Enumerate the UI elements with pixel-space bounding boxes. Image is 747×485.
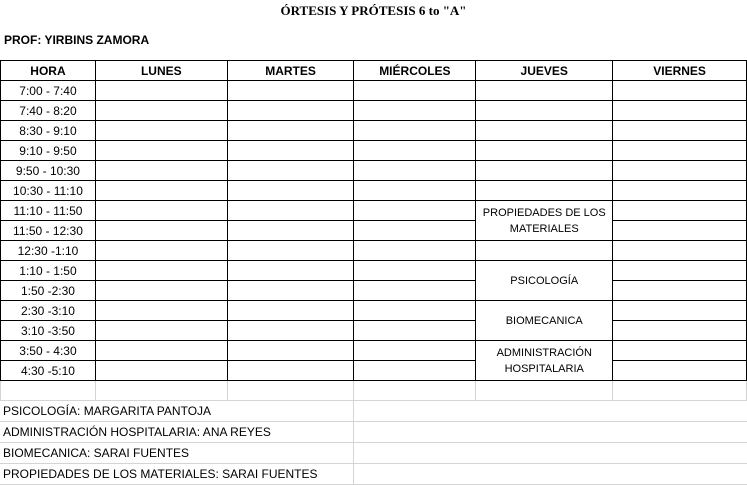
hour-cell[interactable]: 9:10 - 9:50 [1, 141, 96, 161]
table-row [1, 281, 747, 301]
hour-cell[interactable]: 10:30 - 11:10 [1, 181, 96, 201]
hour-cell[interactable]: 9:50 - 10:30 [1, 161, 96, 181]
hour-cell[interactable]: 3:50 - 4:30 [1, 341, 96, 361]
table-row [1, 361, 747, 381]
schedule-table [0, 60, 747, 401]
page-title: ÓRTESIS Y PRÓTESIS 6 to "A" [280, 3, 467, 18]
hour-cell[interactable]: 1:10 - 1:50 [1, 261, 96, 281]
table-row [1, 221, 747, 241]
jueves-propiedades-block[interactable]: PROPIEDADES DE LOS MATERIALES [476, 201, 613, 241]
teacher-row[interactable]: PSICOLOGÍA: MARGARITA PANTOJA [0, 401, 747, 422]
hour-cell[interactable]: 8:30 - 9:10 [1, 121, 96, 141]
empty-row [1, 381, 747, 401]
header-miercoles[interactable]: MIÉRCOLES [354, 61, 476, 81]
hour-cell[interactable]: 11:10 - 11:50 [1, 201, 96, 221]
teacher-list [0, 401, 747, 485]
table-row [1, 121, 747, 141]
hour-cell[interactable]: 4:30 -5:10 [1, 361, 96, 381]
hour-cell[interactable]: 11:50 - 12:30 [1, 221, 96, 241]
table-row [1, 261, 747, 281]
header-row [1, 61, 747, 81]
hour-cell[interactable]: 7:40 - 8:20 [1, 101, 96, 121]
header-lunes[interactable]: LUNES [95, 61, 227, 81]
table-row [1, 301, 747, 321]
table-row [1, 101, 747, 121]
header-jueves[interactable]: JUEVES [476, 61, 613, 81]
table-row [1, 321, 747, 341]
jueves-psicologia-block[interactable]: PSICOLOGÍA [476, 261, 613, 301]
professor-label: PROF: YIRBINS ZAMORA [4, 33, 150, 47]
jueves-administracion-block[interactable]: ADMINISTRACIÓN HOSPITALARIA [476, 341, 613, 381]
table-row [1, 181, 747, 201]
hour-cell[interactable]: 7:00 - 7:40 [1, 81, 96, 101]
header-hora[interactable]: HORA [1, 61, 96, 81]
hour-cell[interactable]: 12:30 -1:10 [1, 241, 96, 261]
table-row [1, 141, 747, 161]
teacher-row[interactable]: PROPIEDADES DE LOS MATERIALES: SARAI FUENTES [0, 464, 747, 485]
table-row [1, 341, 747, 361]
table-row [1, 201, 747, 221]
hour-cell[interactable]: 1:50 -2:30 [1, 281, 96, 301]
table-row [1, 81, 747, 101]
table-row [1, 161, 747, 181]
hour-cell[interactable]: 2:30 -3:10 [1, 301, 96, 321]
header-viernes[interactable]: VIERNES [613, 61, 747, 81]
jueves-biomecanica-block[interactable]: BIOMECANICA [476, 301, 613, 341]
table-row [1, 241, 747, 261]
teacher-row[interactable]: ADMINISTRACIÓN HOSPITALARIA: ANA REYES [0, 422, 747, 443]
hour-cell[interactable]: 3:10 -3:50 [1, 321, 96, 341]
header-martes[interactable]: MARTES [227, 61, 354, 81]
teacher-row[interactable]: BIOMECANICA: SARAI FUENTES [0, 443, 747, 464]
